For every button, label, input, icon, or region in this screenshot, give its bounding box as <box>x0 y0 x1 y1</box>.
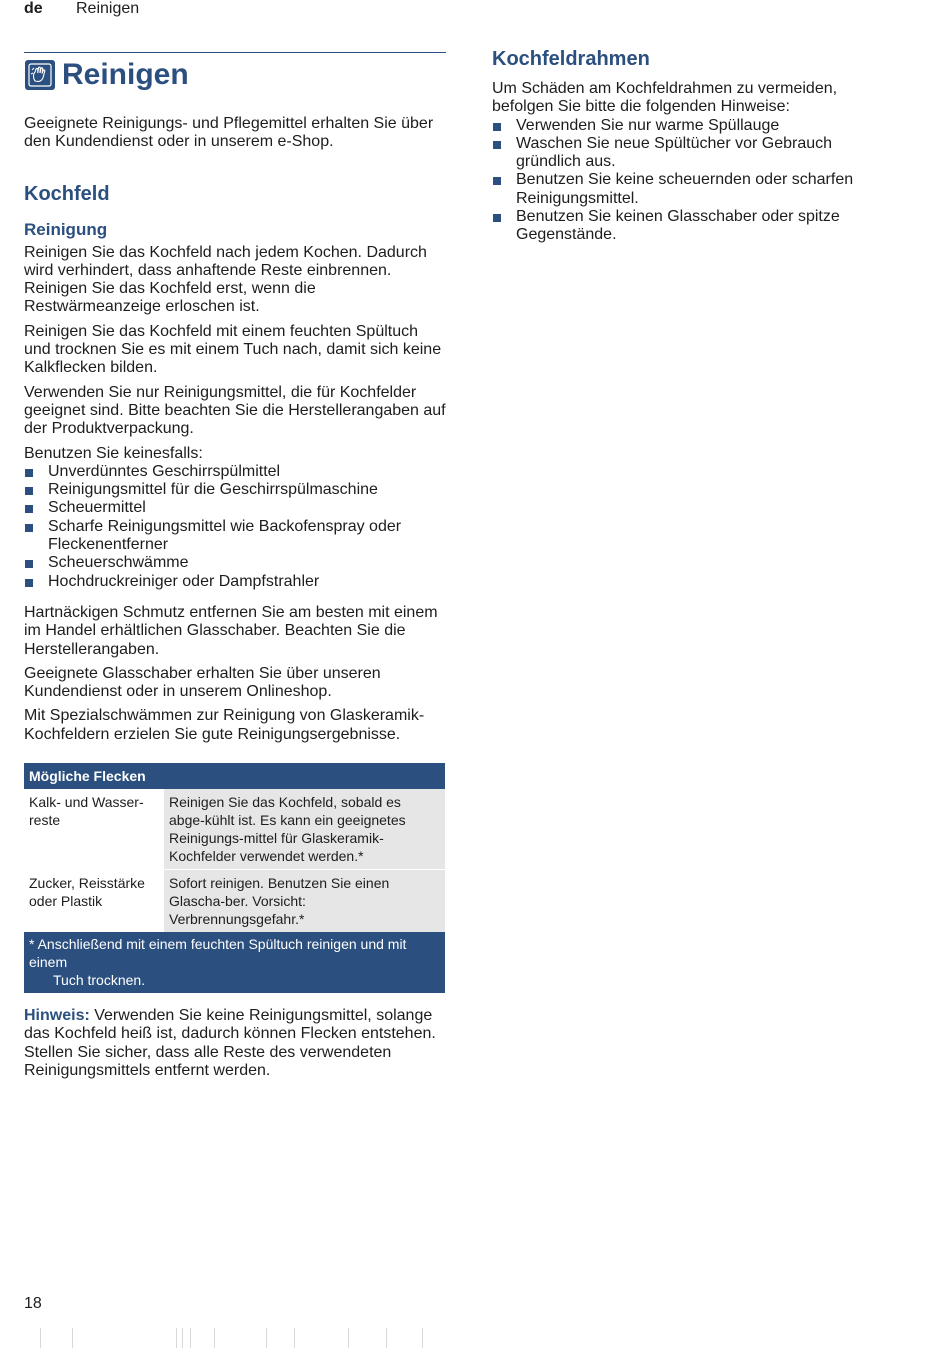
stain-cell: Zucker, Reisstärke oder Plastik <box>24 870 164 933</box>
reinigung-subheading: Reinigung <box>24 219 108 239</box>
paragraph: Reinigen Sie das Kochfeld nach jedem Kochen. Dadurch wird verhindert, dass anhaftende Reste einbrennen. Reinigen Sie das Kochfeld erst, wenn die Restwärmeanzeige erloschen ist. <box>24 243 427 316</box>
list-item: Scharfe Reinigungsmittel wie Backofenspray oder Fleckenentferner <box>24 518 446 555</box>
list-item: Hochdruckreiniger oder Dampfstrahler <box>24 573 446 591</box>
page-title: Reinigen <box>62 58 189 91</box>
bullet-square-icon <box>493 123 501 131</box>
list-item: Verwenden Sie nur warme Spüllauge <box>492 117 892 135</box>
bullet-square-icon <box>493 141 501 149</box>
action-cell: Sofort reinigen. Benutzen Sie einen Glascha-ber. Vorsicht: Verbrennungsgefahr.* <box>164 870 445 933</box>
bullet-square-icon <box>25 560 33 568</box>
section-name: Reinigen <box>76 0 140 17</box>
list-item: Scheuerschwämme <box>24 554 446 572</box>
kochfeldrahmen-intro: Um Schäden am Kochfeldrahmen zu vermeiden, befolgen Sie bitte die folgenden Hinweise: <box>492 80 838 116</box>
bullet-square-icon <box>25 505 33 513</box>
bullet-square-icon <box>25 579 33 587</box>
stain-cell: Kalk- und Wasser-reste <box>29 794 144 829</box>
list-item: Scheuermittel <box>24 499 446 517</box>
list-item: Unverdünntes Geschirrspülmittel <box>24 463 446 481</box>
hinweis-text: Verwenden Sie keine Reinigungsmittel, solange das Kochfeld heiß ist, dadurch können Flecken entstehen. Stellen Sie sicher, dass alle Reste des verwendeten Reinigungsmittels entfernt werden. <box>24 1007 436 1079</box>
paragraph: Geeignete Glasschaber erhalten Sie über unseren Kundendienst oder in unserem Onlineshop. <box>24 664 381 701</box>
cleaning-hand-icon <box>25 60 55 90</box>
kochfeldrahmen-list <box>492 117 892 245</box>
list-item: Waschen Sie neue Spültücher vor Gebrauch gründlich aus. <box>492 135 892 172</box>
bullet-square-icon <box>25 469 33 477</box>
left-column <box>24 52 446 1080</box>
paragraph: Verwenden Sie nur Reinigungsmittel, die für Kochfelder geeignet sind. Bitte beachten Sie die Herstellerangaben auf der Produktverpackung. <box>24 383 446 438</box>
bullet-square-icon <box>493 214 501 222</box>
table-row <box>24 870 445 933</box>
page-number: 18 <box>24 1295 42 1312</box>
bullet-square-icon <box>493 177 501 185</box>
table-row <box>24 789 445 870</box>
language-code: de <box>24 0 43 17</box>
list-item: Benutzen Sie keine scheuernden oder scharfen Reinigungsmittel. <box>492 171 892 208</box>
paragraph: Hartnäckigen Schmutz entfernen Sie am besten mit einem im Handel erhältlichen Glasschaber. Beachten Sie die Herstellerangaben. <box>24 603 438 658</box>
table-header: Mögliche Flecken <box>24 763 445 789</box>
paragraph: Mit Spezialschwämmen zur Reinigung von Glaskeramik-Kochfeldern erzielen Sie gute Reinigungsergebnisse. <box>24 707 425 743</box>
bullet-square-icon <box>25 487 33 495</box>
page-title-row <box>24 52 446 93</box>
table-footnote: * Anschließend mit einem feuchten Spültuch reinigen und mit einem Tuch trocknen. <box>24 932 445 993</box>
paragraph: Reinigen Sie das Kochfeld mit einem feuchten Spültuch und trocknen Sie es mit einem Tuch nach, damit sich keine Kalkflecken bilden. <box>24 322 442 377</box>
kochfeld-heading: Kochfeld <box>24 182 110 205</box>
action-cell: Reinigen Sie das Kochfeld, sobald es abge-kühlt ist. Es kann ein geeignetes Reinigungs-mittel für Glaskeramik-Kochfelder verwendet werden.* <box>164 789 445 870</box>
right-column <box>492 48 892 245</box>
bullet-square-icon <box>25 524 33 532</box>
hinweis-label: Hinweis: <box>24 1007 90 1025</box>
print-marks <box>40 1328 440 1348</box>
stains-table <box>24 763 445 993</box>
intro-text: Geeignete Reinigungs- und Pflegemittel erhalten Sie über den Kundendienst oder in unserem e-Shop. <box>24 115 434 151</box>
forbidden-list <box>24 463 446 591</box>
paragraph: Benutzen Sie keinesfalls: <box>24 444 203 462</box>
kochfeldrahmen-heading: Kochfeldrahmen <box>492 48 650 70</box>
list-item: Reinigungsmittel für die Geschirrspülmaschine <box>24 481 446 499</box>
list-item: Benutzen Sie keinen Glasschaber oder spitze Gegenstände. <box>492 208 892 245</box>
hinweis-note <box>24 1007 446 1080</box>
